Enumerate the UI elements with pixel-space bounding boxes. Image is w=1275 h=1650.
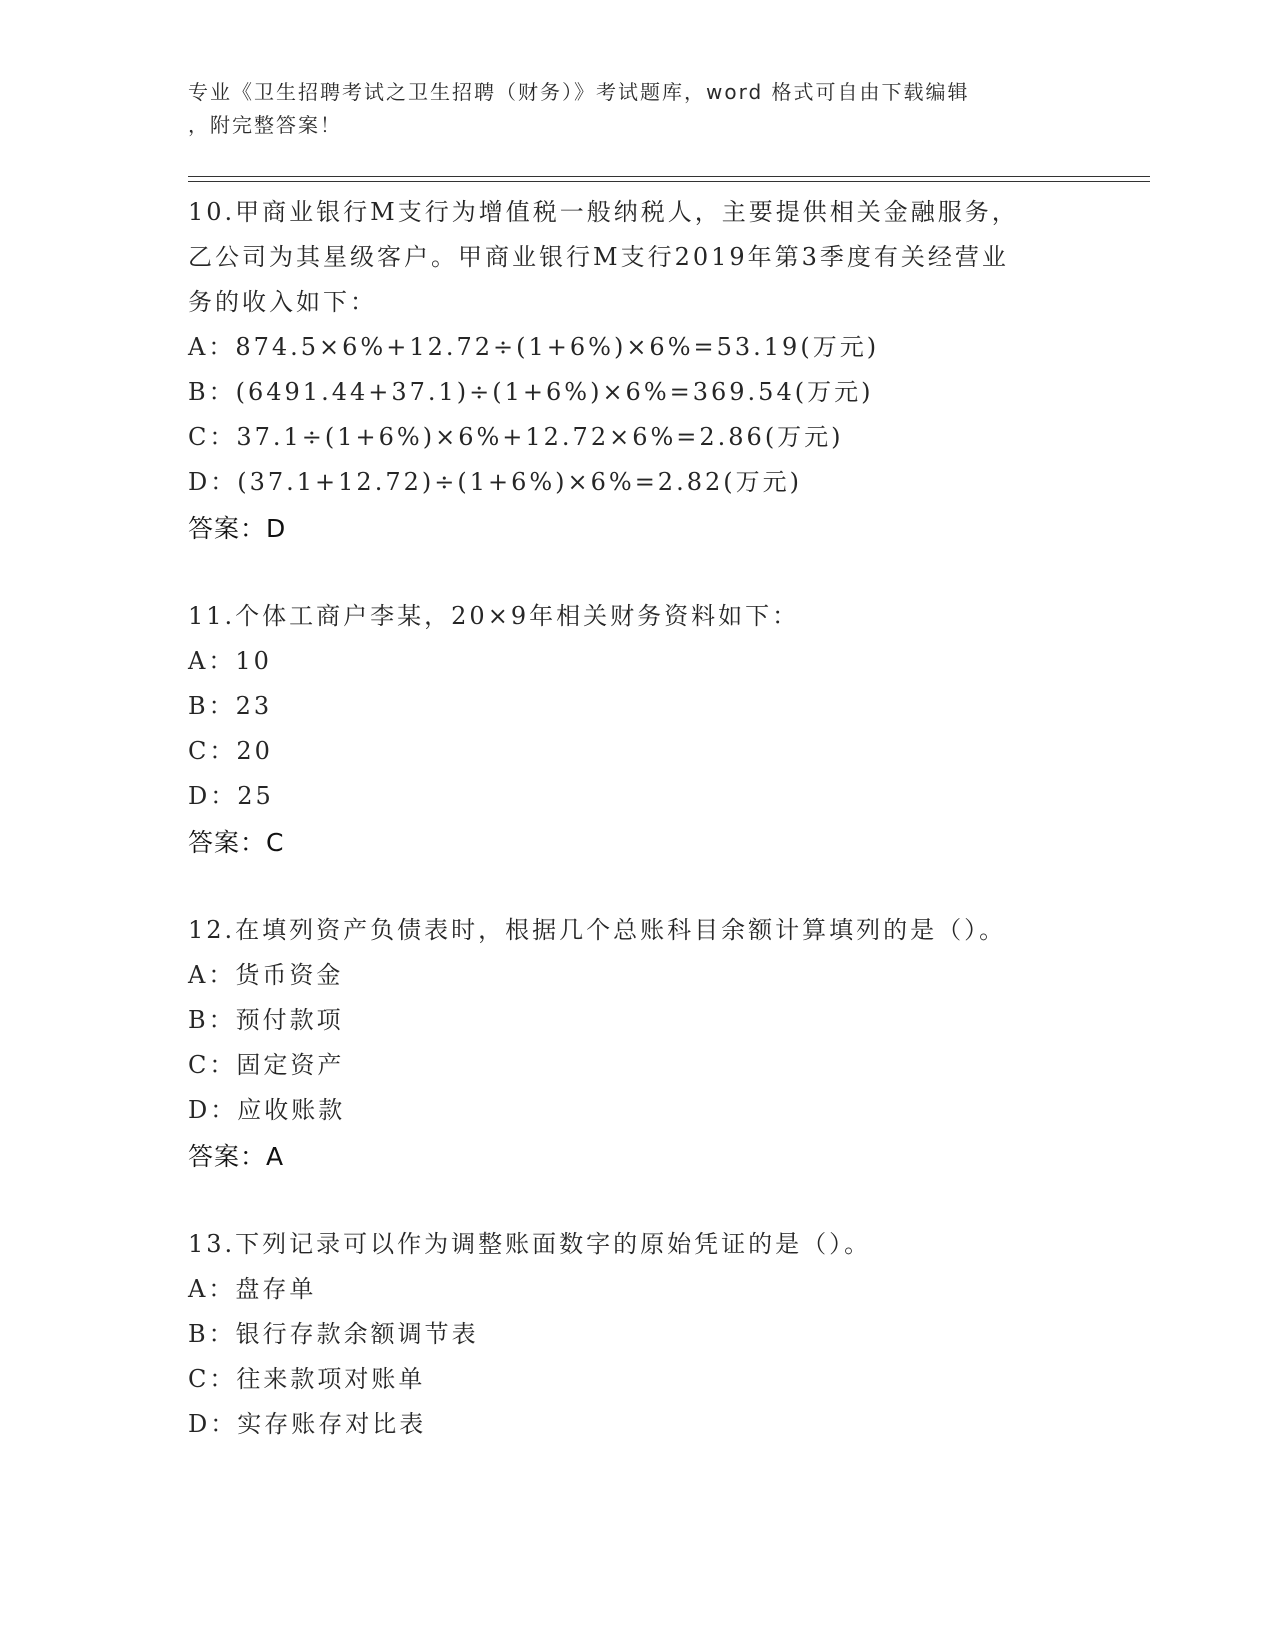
option-b: B：23: [188, 692, 273, 720]
option-a: A：货币资金: [188, 961, 344, 989]
option-d: D：实存账存对比表: [188, 1410, 427, 1438]
option-c: C：20: [188, 737, 273, 765]
question-stem-line: 乙公司为其星级客户。甲商业银行M支行2019年第3季度有关经营业: [188, 243, 1009, 271]
answer-label: 答案：A: [188, 1142, 285, 1171]
option-b: B：预付款项: [188, 1006, 344, 1034]
option-c: C：往来款项对账单: [188, 1365, 426, 1393]
question-11: [188, 594, 1108, 866]
question-10: [188, 190, 1108, 552]
option-c: C：37.1÷(1+6%)×6%+12.72×6%=2.86(万元): [188, 423, 844, 451]
question-stem-line: 11.个体工商户李某，20×9年相关财务资料如下：: [188, 602, 800, 630]
question-12: [188, 908, 1108, 1180]
option-b: B：(6491.44+37.1)÷(1+6%)×6%=369.54(万元): [188, 378, 874, 406]
question-stem-line: 10.甲商业银行M支行为增值税一般纳税人，主要提供相关金融服务，: [188, 198, 1019, 226]
question-list: [188, 190, 1108, 1489]
answer-label: 答案：C: [188, 828, 285, 857]
option-a: A：874.5×6%+12.72÷(1+6%)×6%=53.19(万元): [188, 333, 880, 361]
header-divider-bottom: [188, 181, 1150, 182]
option-c: C：固定资产: [188, 1051, 345, 1079]
option-a: A：盘存单: [188, 1275, 317, 1303]
option-b: B：银行存款余额调节表: [188, 1320, 479, 1348]
option-d: D：(37.1+12.72)÷(1+6%)×6%=2.82(万元): [188, 468, 802, 496]
document-header: [188, 76, 1088, 142]
answer-label: 答案：D: [188, 514, 287, 543]
question-13: [188, 1222, 1108, 1447]
question-stem-line: 13.下列记录可以作为调整账面数字的原始凭证的是（）。: [188, 1230, 872, 1258]
option-d: D：25: [188, 782, 274, 810]
question-stem-line: 12.在填列资产负债表时，根据几个总账科目余额计算填列的是（）。: [188, 916, 1007, 944]
option-d: D：应收账款: [188, 1096, 346, 1124]
header-line-1: 专业《卫生招聘考试之卫生招聘（财务）》考试题库，word 格式可自由下载编辑: [188, 80, 970, 104]
question-stem-line: 务的收入如下：: [188, 288, 377, 316]
header-divider-top: [188, 176, 1150, 177]
option-a: A：10: [188, 647, 272, 675]
header-line-2: ，附完整答案！: [188, 113, 342, 137]
